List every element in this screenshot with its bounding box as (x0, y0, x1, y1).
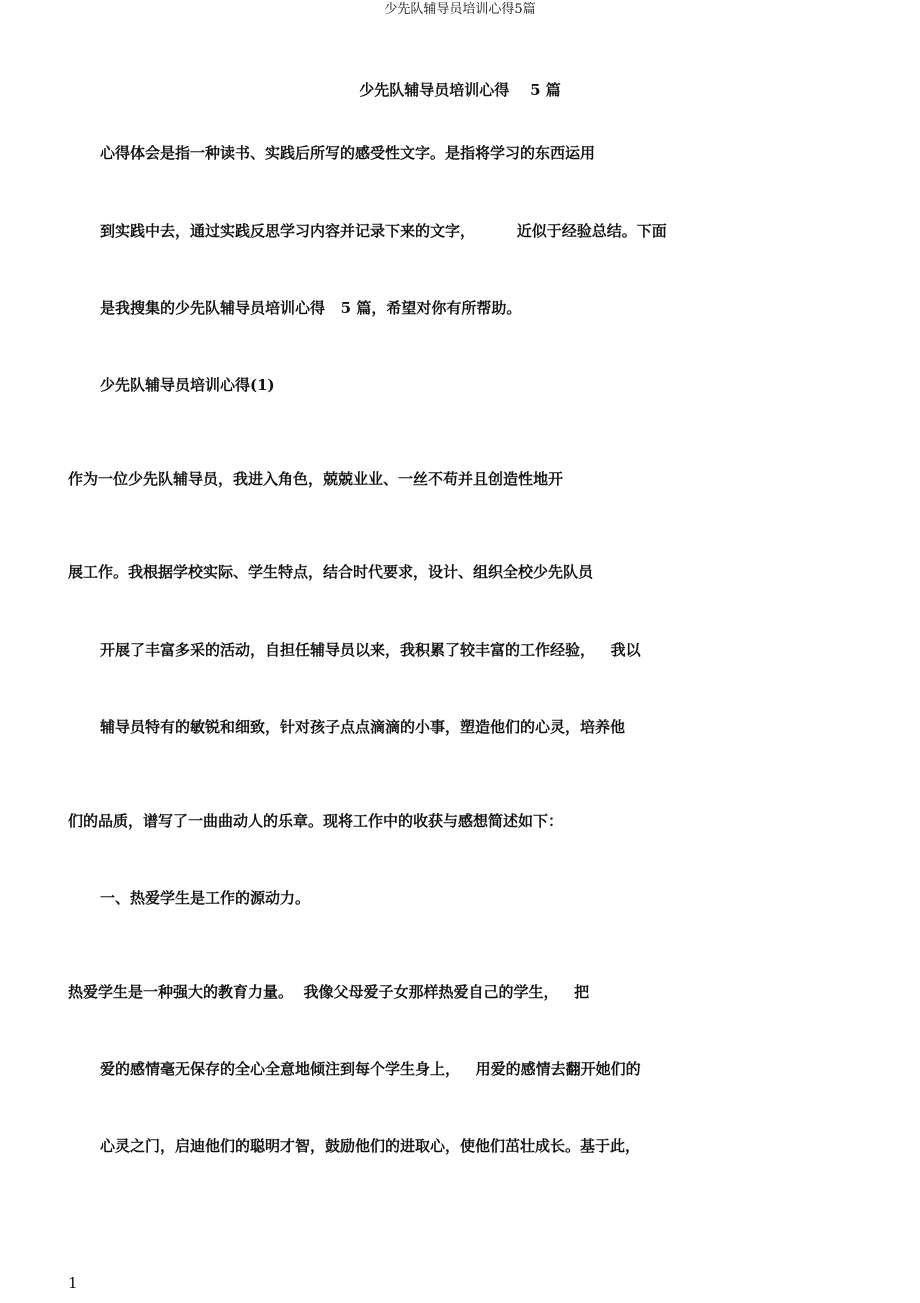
body-line-6: 展工作。我根据学校实际、学生特点，结合时代要求，设计、组织全校少先队员 (68, 563, 594, 581)
body-line-12: 爱的感情毫无保存的全心全意地倾注到每个学生身上， 用爱的感情去翻开她们的 (100, 1060, 641, 1078)
document-title: 少先队辅导员培训心得 5 篇 (359, 81, 561, 99)
body-line-8: 辅导员特有的敏锐和细致，针对孩子点点滴滴的小事，塑造他们的心灵，培养他 (100, 718, 626, 736)
section-heading-1: 少先队辅导员培训心得(1) (100, 376, 275, 394)
subheading-1: 一、热爱学生是工作的源动力。 (100, 889, 311, 907)
body-line-11: 热爱学生是一种强大的教育力量。 我像父母爱子女那样热爱自己的学生， 把 (68, 983, 590, 1001)
body-line-7: 开展了丰富多采的活动，自担任辅导员以来，我积累了较丰富的工作经验， 我以 (100, 641, 641, 659)
page-number: 1 (68, 1274, 78, 1292)
body-line-2: 到实践中去，通过实践反思学习内容并记录下来的文字， 近似于经验总结。下面 (100, 222, 667, 240)
running-header: 少先队辅导员培训心得5篇 (384, 2, 536, 17)
body-line-9: 们的品质，谱写了一曲曲动人的乐章。现将工作中的收获与感想简述如下： (68, 812, 564, 830)
body-line-1: 心得体会是指一种读书、实践后所写的感受性文字。是指将学习的东西运用 (100, 144, 596, 162)
body-line-13: 心灵之门，启迪他们的聪明才智，鼓励他们的进取心，使他们茁壮成长。基于此， (100, 1137, 641, 1155)
body-line-3: 是我搜集的少先队辅导员培训心得 5 篇，希望对你有所帮助。 (100, 299, 522, 317)
body-line-5: 作为一位少先队辅导员，我进入角色，兢兢业业、一丝不苟并且创造性地开 (68, 470, 564, 488)
